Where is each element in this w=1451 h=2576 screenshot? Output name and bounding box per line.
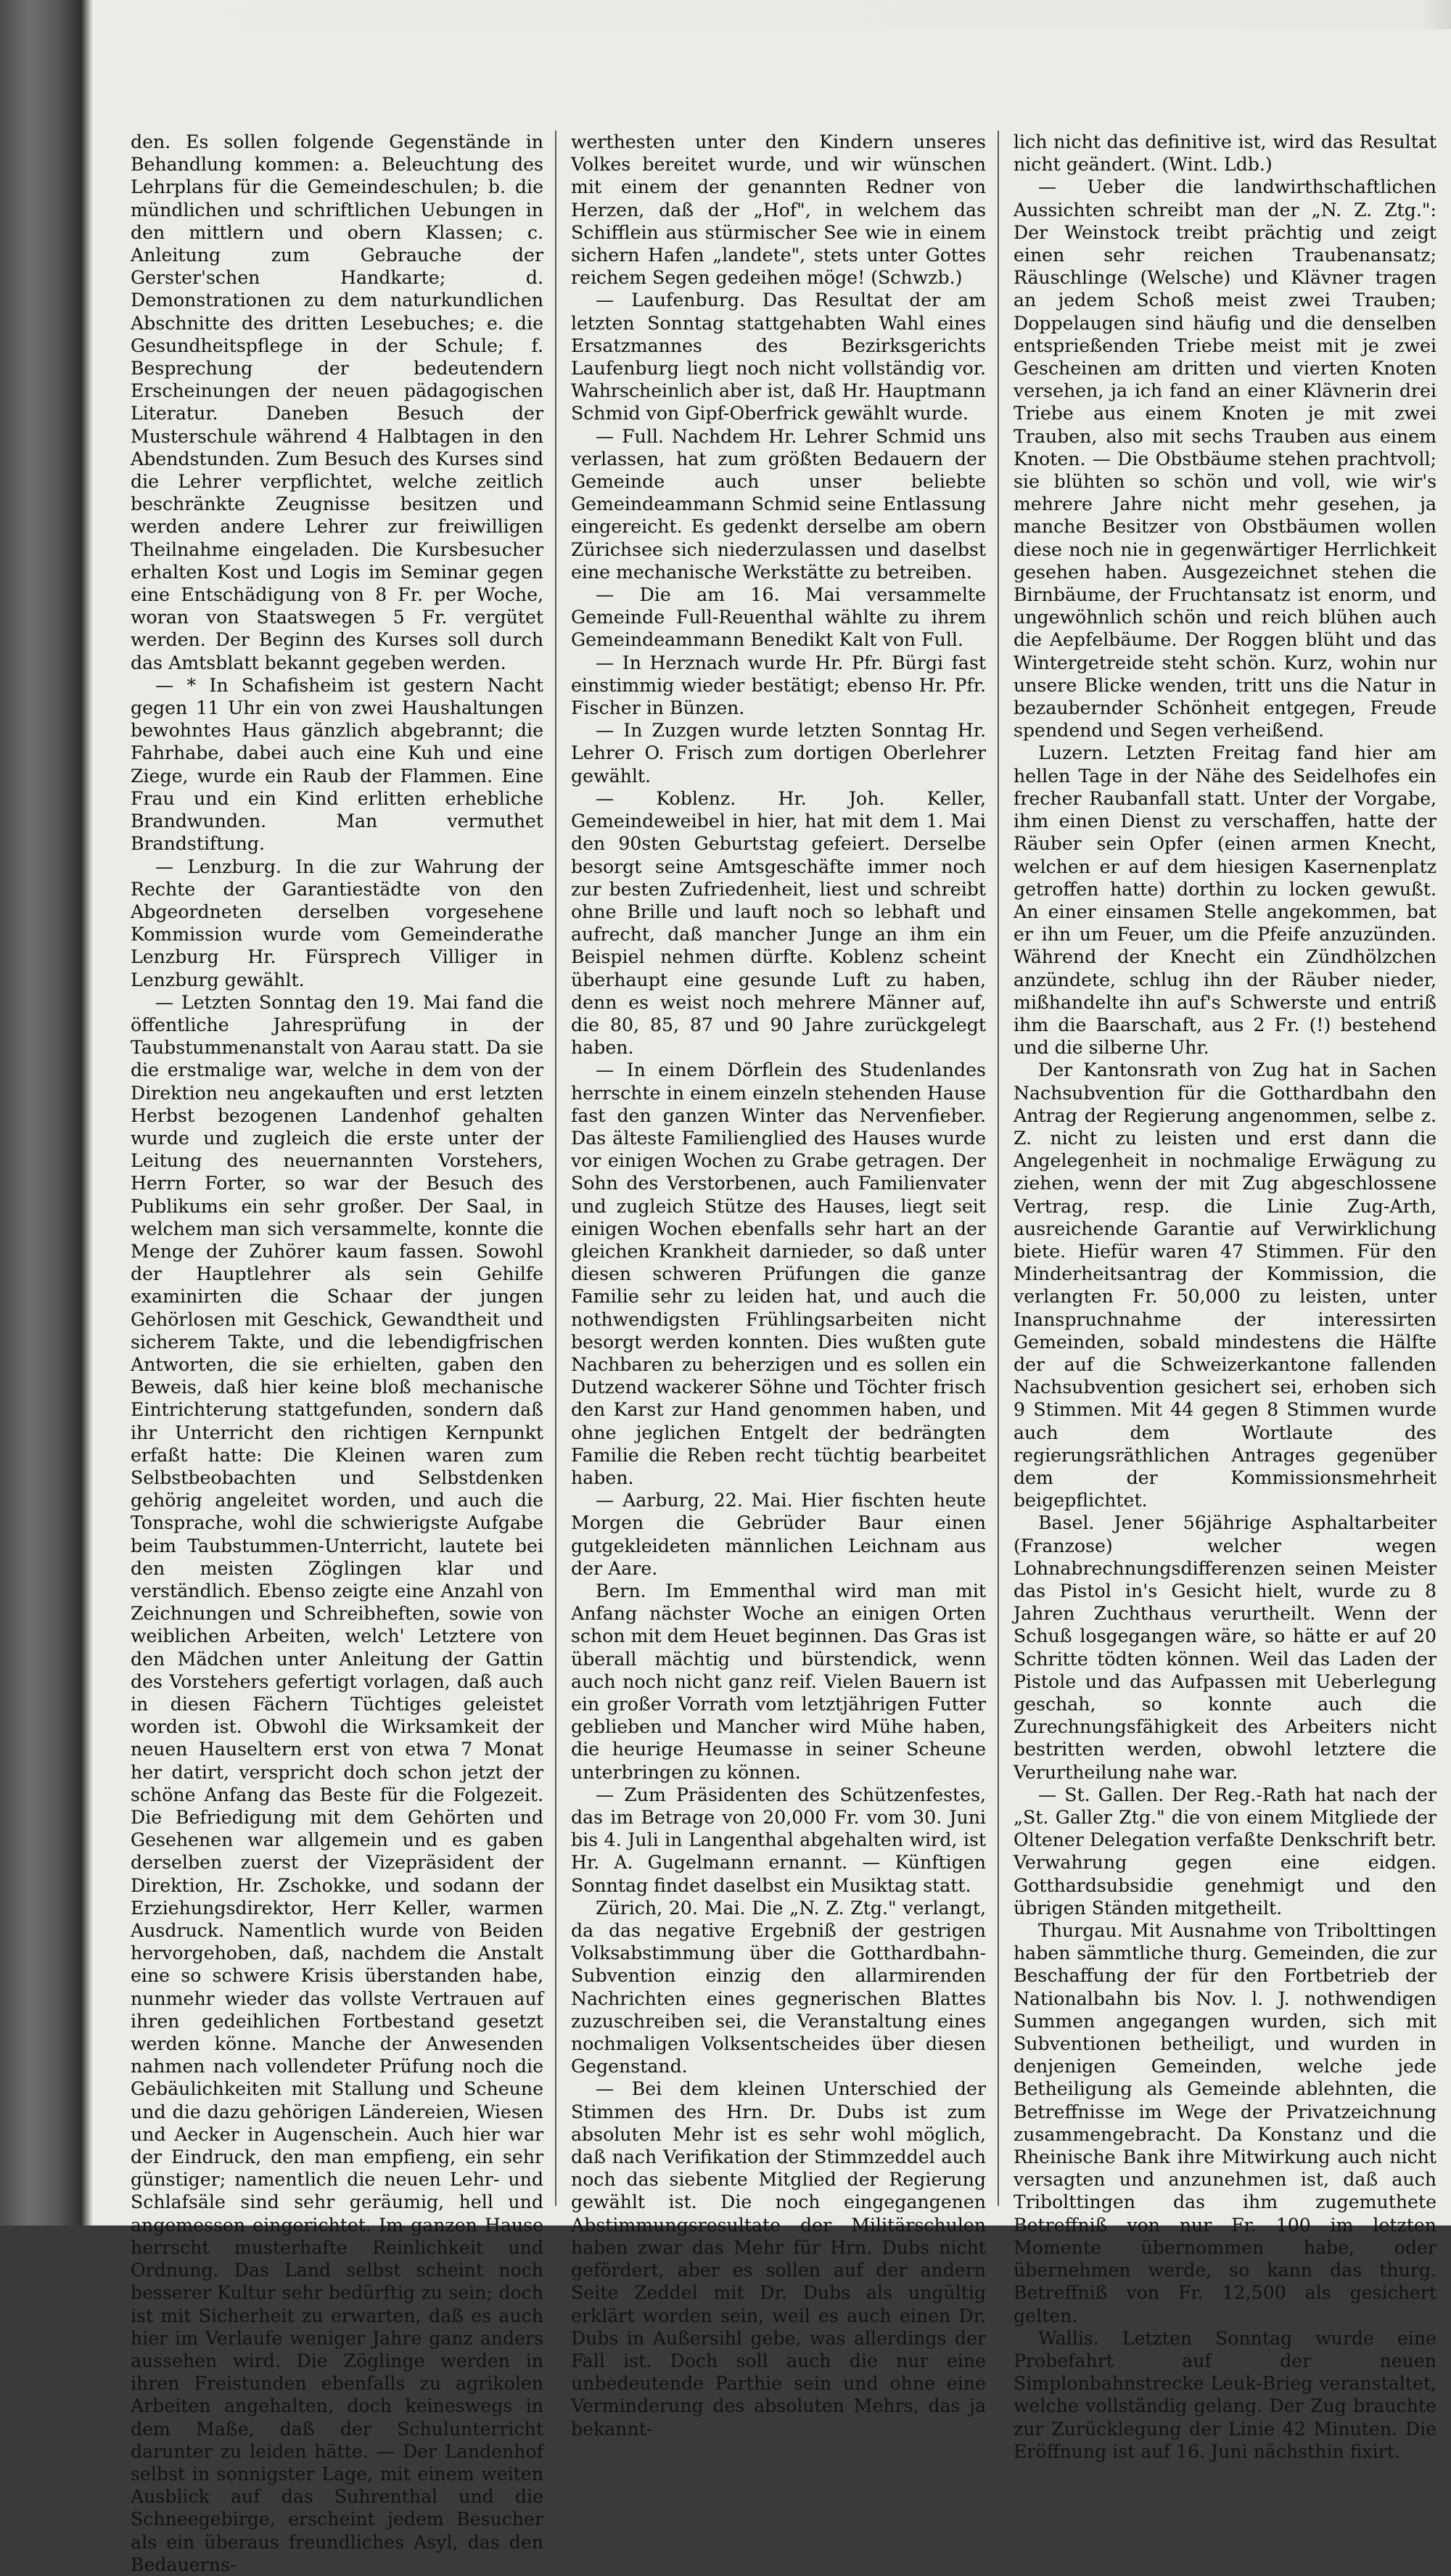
article-paragraph: Thurgau. Mit Ausnahme von Tribolttingen haben sämmtliche thurg. Gemeinden, die zur Beschaffung der für den Fortbetrieb der Nationalbahn bis Nov. l. J. nothwendigen Summen angegangen wurden, sich mit Subventionen betheiligt, und wurden in denjenigen Gemeinden, welche jede Betheiligung als Gemeinde ablehnten, die Betreffnisse im Wege der Privatzeichnung zusammengebracht. Da Konstanz und die Rheinische Bank ihre Mitwirkung auch nicht versagten und anzunehmen ist, daß auch Tribolttingen das ihm zugemuthete Betreffniß von nur Fr. 100 im letzten Momente übernommen habe, oder übernehmen werde, so kann das thurg. Betreffniß von Fr. 12,500 als gesichert gelten. xyxy=(1014,1920,1436,2326)
column-right xyxy=(998,131,1436,2462)
article-paragraph: werthesten unter den Kindern unseres Volkes bereitet wurde, und wir wünschen mit einem der genannten Redner von Herzen, daß der „Hof", in welchem das Schifflein aus stürmischer See wie in einem sichern Hafen „landete", stets unter Gottes reichem Segen gedeihen möge! (Schwzb.) xyxy=(571,131,986,289)
article-paragraph: — Full. Nachdem Hr. Lehrer Schmid uns verlassen, hat zum größten Bedauern der Gemeinde auch unser beliebte Gemeindeammann Schmid seine Entlassung eingereicht. Es gedenkt derselbe am obern Zürichsee sich niederzulassen und daselbst eine mechanische Werkstätte zu betreiben. xyxy=(571,425,986,583)
article-paragraph: — Lenzburg. In die zur Wahrung der Rechte der Garantiestädte von den Abgeordneten derselben vorgesehene Kommission wurde vom Gemeinderathe Lenzburg Hr. Fürsprech Villiger in Lenzburg gewählt. xyxy=(131,856,543,990)
article-paragraph: — * In Schafisheim ist gestern Nacht gegen 11 Uhr ein von zwei Haushaltungen bewohntes Haus gänzlich abgebrannt; die Fahrhabe, dabei auch eine Kuh und eine Ziege, wurde ein Raub der Flammen. Eine Frau und ein Kind erlitten erhebliche Brandwunden. Man vermuthet Brandstiftung. xyxy=(131,674,543,855)
article-paragraph: — In einem Dörflein des Studenlandes herrschte in einem einzeln stehenden Hause fast den ganzen Winter das Nervenfieber. Das älteste Familienglied des Hauses wurde vor einigen Wochen zu Grabe getragen. Der Sohn des Verstorbenen, auch Familienvater und zugleich Stütze des Hauses, liegt seit einigen Wochen ebenfalls sehr hart an der gleichen Krankheit darnieder, so daß unter diesen schweren Prüfungen die ganze Familie sehr zu leiden hat, und auch die nothwendigsten Frühlingsarbeiten nicht besorgt werden konnten. Dies wußten gute Nachbaren zu beherzigen und es sollen ein Dutzend wackerer Söhne und Töchter frisch den Karst zur Hand genommen haben, und ohne jeglichen Entgelt der bedrängten Familie die Reben recht tüchtig bearbeitet haben. xyxy=(571,1059,986,1488)
article-paragraph: Wallis. Letzten Sonntag wurde eine Probefahrt auf der neuen Simplonbahnstrecke Leuk-Brieg veranstaltet, welche vollständig gelang. Der Zug brauchte zur Zurücklegung der Linie 42 Minuten. Die Eröffnung ist auf 16. Juni nächsthin fixirt. xyxy=(1014,2327,1436,2462)
article-paragraph: — Koblenz. Hr. Joh. Keller, Gemeindeweibel in hier, hat mit dem 1. Mai den 90sten Geburtstag gefeiert. Derselbe besorgt seine Amtsgeschäfte immer noch zur besten Zufriedenheit, liest und schreibt ohne Brille und lauft noch so lebhaft und aufrecht, daß mancher Junge an ihm ein Beispiel nehmen dürfte. Koblenz scheint überhaupt eine gesunde Luft zu haben, denn es weist noch mehrere Männer auf, die 80, 85, 87 und 90 Jahre zurückgelegt haben. xyxy=(571,787,986,1059)
article-paragraph: — In Herznach wurde Hr. Pfr. Bürgi fast einstimmig wieder bestätigt; ebenso Hr. Pfr. Fischer in Bünzen. xyxy=(571,652,986,719)
article-paragraph: Bern. Im Emmenthal wird man mit Anfang nächster Woche an einigen Orten schon mit dem Heuet beginnen. Das Gras ist überall mächtig und bürstendick, wenn auch noch nicht ganz reif. Vielen Bauern ist ein großer Vorrath vom letztjährigen Futter geblieben und Mancher wird Mühe haben, die heurige Heumasse in seiner Scheune unterbringen zu können. xyxy=(571,1580,986,1783)
article-paragraph: — Ueber die landwirthschaftlichen Aussichten schreibt man der „N. Z. Ztg.": Der Weinstock treibt prächtig und zeigt einen sehr reichen Traubenansatz; Räuschlinge (Welsche) und Klävner tragen an jedem Schoß meist zwei Trauben; Doppelaugen sind häufig und die denselben entsprießenden Triebe meist mit je zwei Gescheinen am dritten und vierten Knoten versehen, ja ich fand an einer Klävnerin drei Triebe aus einem Knoten je mit zwei Trauben, also mit sechs Trauben aus einem Knoten. — Die Obstbäume stehen prachtvoll; sie blühten so schön und voll, wie wir's mehrere Jahre nicht mehr gesehen, ja manche Besitzer von Obstbäumen wollen diese noch nie in gegenwärtiger Herrlichkeit gesehen haben. Ausgezeichnet stehen die Birnbäume, der Fruchtansatz ist enorm, und ungewöhnlich schön und reich blühen auch die Aepfelbäume. Der Roggen blüht und das Wintergetreide steht schön. Kurz, wohin nur unsere Blicke wenden, tritt uns die Natur in bezaubernder Schönheit entgegen, Freude spendend und Segen verheißend. xyxy=(1014,176,1436,742)
text-columns xyxy=(131,131,1436,2575)
column-middle xyxy=(555,131,998,2440)
article-paragraph: Basel. Jener 56jährige Asphaltarbeiter (Franzose) welcher wegen Lohnabrechnungsdifferenzen seinen Meister das Pistol in's Gesicht hielt, wurde zu 8 Jahren Zuchthaus verurtheilt. Wenn der Schuß losgegangen wäre, so hätte er auf 20 Schritte tödten können. Weil das Laden der Pistole und das Aufpassen mit Ueberlegung geschah, so konnte auch die Zurechnungsfähigkeit des Arbeiters nicht bestritten werden, obwohl letztere die Verurtheilung nahe war. xyxy=(1014,1512,1436,1783)
article-paragraph: — Aarburg, 22. Mai. Hier fischten heute Morgen die Gebrüder Baur einen gutgekleideten männlichen Leichnam aus der Aare. xyxy=(571,1490,986,1579)
article-paragraph: den. Es sollen folgende Gegenstände in Behandlung kommen: a. Beleuchtung des Lehrplans für die Gemeindeschulen; b. die mündlichen und schriftlichen Uebungen in den mittlern und obern Klassen; c. Anleitung zum Gebrauche der Gerster'schen Handkarte; d. Demonstrationen zu dem naturkundlichen Abschnitte des dritten Lesebuches; e. die Gesundheitspflege in der Schule; f. Besprechung der bedeutendern Erscheinungen der neuen pädagogischen Literatur. Daneben Besuch der Musterschule während 4 Halbtagen in den Abendstunden. Zum Besuch des Kurses sind die Lehrer verpflichtet, welche zeitlich beschränkte Zeugnisse besitzen und werden andere Lehrer zur freiwilligen Theilnahme eingeladen. Die Kursbesucher erhalten Kost und Logis im Seminar gegen eine Entschädigung von 8 Fr. per Woche, woran von Staatswegen 5 Fr. vergütet werden. Der Beginn des Kurses soll durch das Amtsblatt bekannt gegeben werden. xyxy=(131,131,543,673)
article-paragraph: Zürich, 20. Mai. Die „N. Z. Ztg." verlangt, da das negative Ergebniß der gestrigen Volksabstimmung über die Gotthardbahn-Subvention einzig den allarmirenden Nachrichten eines gegnerischen Blattes zuzuschreiben sei, die Veranstaltung eines nochmaligen Volksentscheides über diesen Gegenstand. xyxy=(571,1897,986,2077)
article-paragraph: — Laufenburg. Das Resultat der am letzten Sonntag stattgehabten Wahl eines Ersatzmannes des Bezirksgerichts Laufenburg liegt noch nicht vollständig vor. Wahrscheinlich aber ist, daß Hr. Hauptmann Schmid von Gipf-Oberfrick gewählt wurde. xyxy=(571,290,986,424)
article-paragraph: Luzern. Letzten Freitag fand hier am hellen Tage in der Nähe des Seidelhofes ein frecher Raubanfall statt. Unter der Vorgabe, ihm einen Dienst zu verschaffen, hatte der Räuber sein Opfer (einen armen Knecht, welchen er auf dem hiesigen Kasernenplatz getroffen hatte) dorthin zu locken gewußt. An einer einsamen Stelle angekommen, bat er ihn um Feuer, um die Pfeife anzuzünden. Während der Knecht ein Zündhölzchen anzündete, schlug ihn der Räuber nieder, mißhandelte ihn auf's Schwerste und entriß ihm die Baarschaft, aus 2 Fr. (!) bestehend und die silberne Uhr. xyxy=(1014,742,1436,1059)
article-paragraph: — Zum Präsidenten des Schützenfestes, das im Betrage von 20,000 Fr. vom 30. Juni bis 4. Juli in Langenthal abgehalten wird, ist Hr. A. Gugelmann ernannt. — Künftigen Sonntag findet daselbst ein Musiktag statt. xyxy=(571,1784,986,1896)
article-paragraph: — Die am 16. Mai versammelte Gemeinde Full-Reuenthal wählte zu ihrem Gemeindeammann Benedikt Kalt von Full. xyxy=(571,584,986,651)
column-left xyxy=(131,131,555,2575)
article-paragraph: Der Kantonsrath von Zug hat in Sachen Nachsubvention für die Gotthardbahn den Antrag der Regierung angenommen, selbe z. Z. nicht zu leisten und erst dann die Angelegenheit in nochmalige Erwägung zu ziehen, wenn der mit Zug abgeschlossene Vertrag, resp. die Linie Zug-Arth, ausreichende Garantie auf Verwirklichung biete. Hiefür waren 47 Stimmen. Für den Minderheitsantrag der Kommission, die verlangten Fr. 50,000 zu leisten, unter Inanspruchnahme der interessirten Gemeinden, sobald mindestens die Hälfte der auf die Schweizerkantone fallenden Nachsubvention gesichert sei, erhoben sich 9 Stimmen. Mit 44 gegen 8 Stimmen wurde auch dem Wortlaute des regierungsräthlichen Antrages gegenüber dem der Kommissionsmehrheit beigepflichtet. xyxy=(1014,1059,1436,1511)
article-paragraph: — St. Gallen. Der Reg.-Rath hat nach der „St. Galler Ztg." die von einem Mitgliede der Oltener Delegation verfaßte Denkschrift betr. Verwahrung gegen eine eidgen. Gotthardsubsidie genehmigt und den übrigen Ständen mitgetheilt. xyxy=(1014,1784,1436,1919)
article-paragraph: — Letzten Sonntag den 19. Mai fand die öffentliche Jahresprüfung in der Taubstummenanstalt von Aarau statt. Da sie die erstmalige war, welche in dem von der Direktion neu angekauften und erst letzten Herbst bezogenen Landenhof gehalten wurde und zugleich die erste unter der Leitung des neuernannten Vorstehers, Herrn Forter, so war der Besuch des Publikums ein sehr großer. Der Saal, in welchem man sich versammelte, konnte die Menge der Zuhörer kaum fassen. Sowohl der Hauptlehrer als sein Gehilfe examinirten die Schaar der jungen Gehörlosen mit Geschick, Gewandtheit und sicherem Takte, und die lebendigfrischen Antworten, die sie erhielten, gaben den Beweis, daß hier keine bloß mechanische Eintrichterung stattgefunden, sondern daß ihr Unterricht den richtigen Kernpunkt erfaßt hatte: Die Kleinen waren zum Selbstbeobachten und Selbstdenken gehörig angeleitet worden, und auch die Tonsprache, wohl die schwierigste Aufgabe beim Taubstummen-Unterricht, lautete bei den meisten Zöglingen klar und verständlich. Ebenso zeigte eine Anzahl von Zeichnungen und Schreibheften, sowie von weiblichen Arbeiten, welch' Letztere von den Mädchen unter Anleitung der Gattin des Vorstehers gefertigt vorlagen, daß auch in diesen Fächern Tüchtiges geleistet worden ist. Obwohl die Wirksamkeit der neuen Hauseltern erst von etwa 7 Monat her datirt, verspricht doch schon jetzt der schöne Anfang das Beste für die Folgezeit. Die Befriedigung mit dem Gehörten und Gesehenen war allgemein und es gaben derselben zuerst der Vizepräsident der Direktion, Hr. Zschokke, und sodann der Erziehungsdirektor, Herr Keller, warmen Ausdruck. Namentlich wurde von Beiden hervorgehoben, daß, nachdem die Anstalt eine so schwere Krisis überstanden habe, nunmehr wieder das vollste Vertrauen auf ihren gedeihlichen Fortbestand gesetzt werden könne. Manche der Anwesenden nahmen nach vollendeter Prüfung noch die Gebäulichkeiten mit Stallung und Scheune und die dazu gehörigen Ländereien, Wiesen und Aecker in Augenschein. Auch hier war der Eindruck, den man empfieng, ein sehr günstiger; namentlich die neuen Lehr- und Schlafsäle sind sehr geräumig, hell und angemessen eingerichtet. Im ganzen Hause herrscht musterhafte Reinlichkeit und Ordnung. Das Land selbst scheint noch besserer Kultur sehr bedürftig zu sein; doch ist mit Sicherheit zu erwarten, daß es auch hier im Verlaufe weniger Jahre ganz anders aussehen wird. Die Zöglinge werden in ihren Freistunden ebenfalls zu agrikolen Arbeiten angehalten, doch keineswegs in dem Maße, daß der Schulunterricht darunter zu leiden hätte. — Der Landenhof selbst in sonnigster Lage, mit einem weiten Ausblick auf das Suhrenthal und die Schneegebirge, erscheint jedem Besucher als ein überaus freundliches Asyl, das den Bedauerns- xyxy=(131,991,543,2575)
article-paragraph: lich nicht das definitive ist, wird das Resultat nicht geändert. (Wint. Ldb.) xyxy=(1014,131,1436,176)
article-paragraph: — Bei dem kleinen Unterschied der Stimmen des Hrn. Dr. Dubs ist zum absoluten Mehr ist es sehr wohl möglich, daß nach Verifikation der Stimmzeddel auch noch das siebente Mitglied der Regierung gewählt ist. Die noch eingegangenen Abstimmungsresultate der Militärschulen haben zwar das Mehr für Hrn. Dubs nicht gefördert, aber es sollen auf der andern Seite Zeddel mit Dr. Dubs als ungültig erklärt worden sein, weil es auch einen Dr. Dubs in Außersihl gebe, was allerdings der Fall ist. Doch soll auch die nur eine unbedeutende Parthie sein und ohne eine Verminderung des absoluten Mehrs, das ja bekannt- xyxy=(571,2078,986,2440)
article-paragraph: — In Zuzgen wurde letzten Sonntag Hr. Lehrer O. Frisch zum dortigen Oberlehrer gewählt. xyxy=(571,720,986,787)
